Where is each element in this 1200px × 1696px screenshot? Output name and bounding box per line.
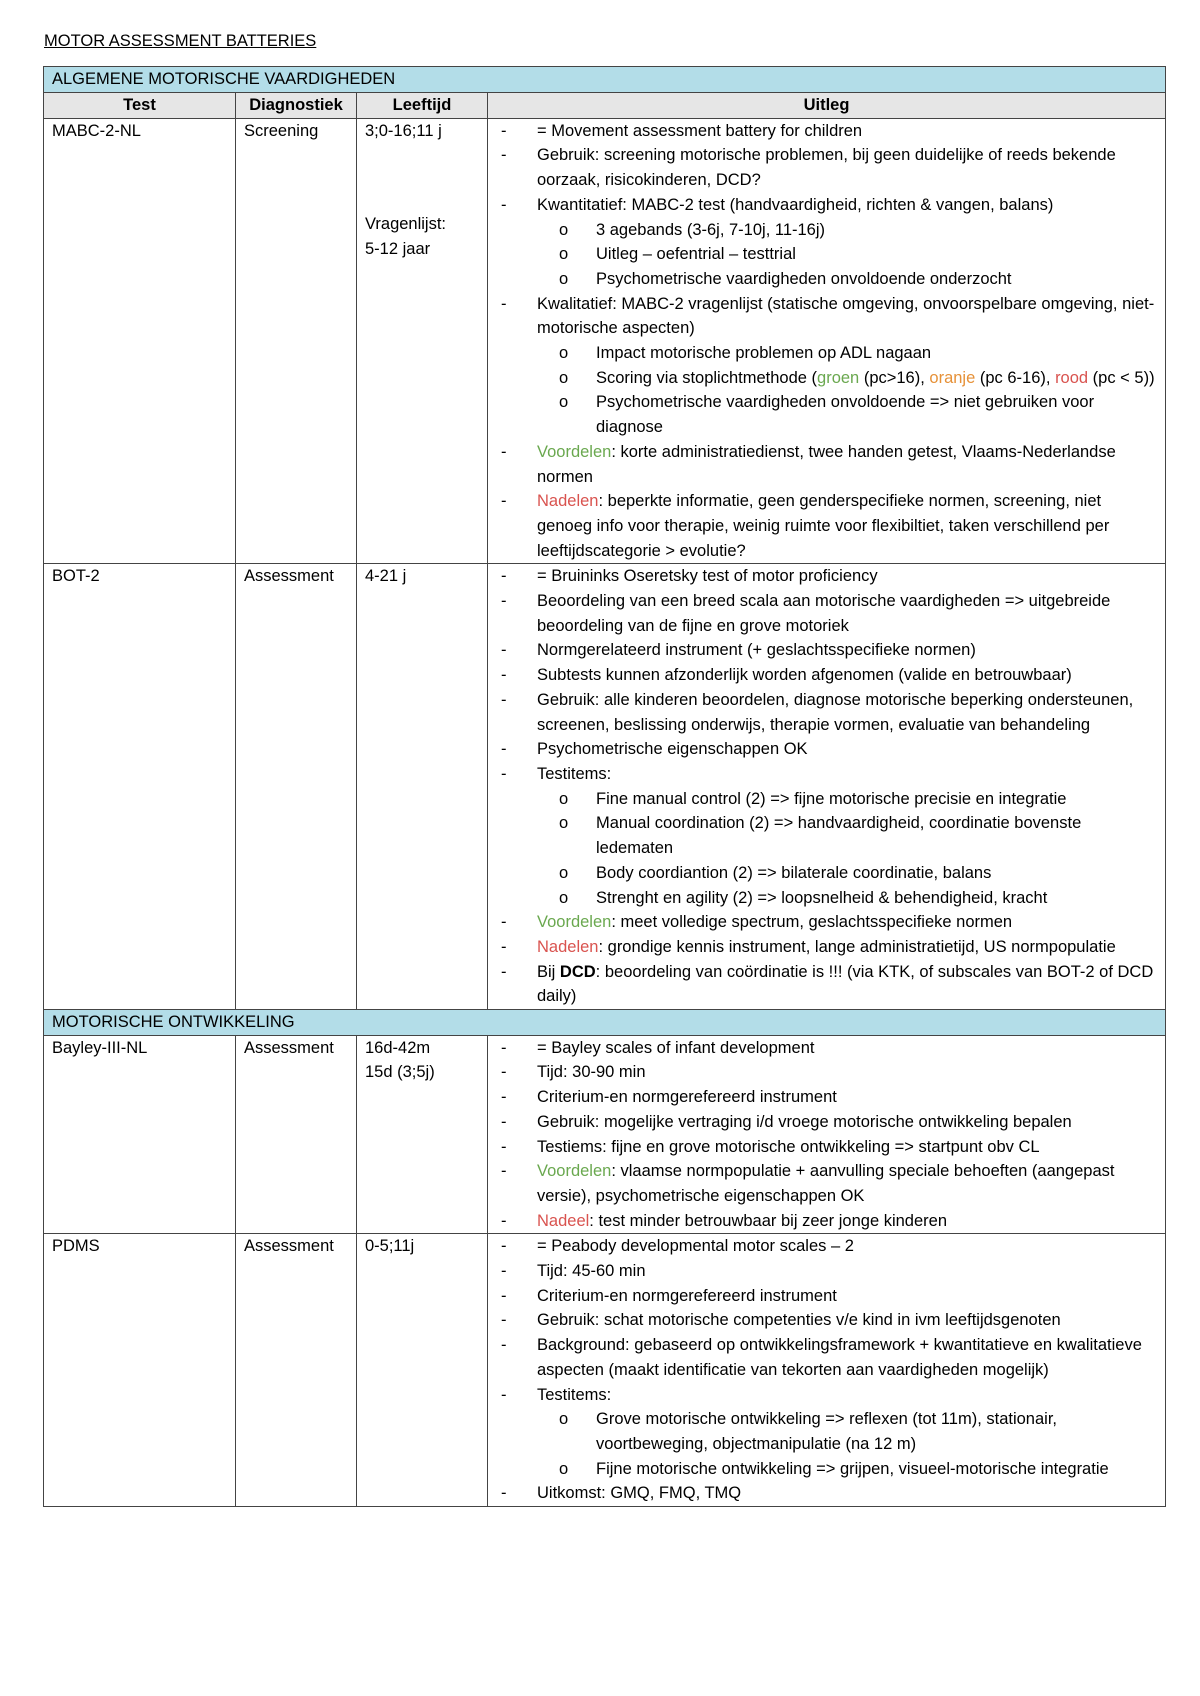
dash-bullet-icon: - bbox=[501, 1385, 507, 1404]
text-run: DCD bbox=[559, 962, 596, 981]
list-item bbox=[496, 1209, 1157, 1234]
text-run: Uitleg – oefentrial – testtrial bbox=[596, 245, 796, 264]
text-run: : test minder betrouwbaar bij zeer jonge kinderen bbox=[589, 1211, 947, 1230]
list-item-text bbox=[537, 1311, 1061, 1329]
leeftijd-value bbox=[357, 564, 488, 1010]
section-row bbox=[44, 1010, 1166, 1036]
list-item bbox=[496, 1085, 1157, 1110]
text-run: Strenght en agility (2) => loopsnelheid & behendigheid, kracht bbox=[596, 888, 1048, 907]
list-item-text bbox=[537, 1237, 854, 1255]
sub-list-item bbox=[537, 218, 1157, 243]
table-row bbox=[44, 1035, 1166, 1234]
test-name: BOT-2 bbox=[44, 564, 236, 1010]
dash-bullet-icon: - bbox=[501, 567, 507, 586]
sub-list-item bbox=[537, 267, 1157, 292]
diagnostiek-value: Assessment bbox=[236, 564, 357, 1010]
list-item-text bbox=[537, 1262, 646, 1280]
column-header-leeftijd: Leeftijd bbox=[357, 92, 488, 118]
dash-bullet-icon: - bbox=[501, 492, 507, 511]
text-run: Gebruik: alle kinderen beoordelen, diagnose motorische beperking ondersteunen, screenen, beslissing onderwijs, therapie vormen, evaluatie van behandeling bbox=[537, 690, 1134, 734]
dash-bullet-icon: - bbox=[501, 1237, 507, 1256]
text-run: Kwalitatief: MABC-2 vragenlijst (statische omgeving, onvoorspelbare omgeving, niet-motorische aspecten) bbox=[537, 294, 1155, 338]
list-item bbox=[496, 193, 1157, 292]
text-run: oranje bbox=[929, 368, 976, 387]
text-run: Tijd: 45-60 min bbox=[537, 1262, 646, 1281]
circle-bullet-icon: o bbox=[559, 1410, 569, 1429]
sub-list-item bbox=[537, 1457, 1157, 1482]
dash-bullet-icon: - bbox=[501, 121, 507, 140]
text-run: Impact motorische problemen op ADL nagaan bbox=[596, 344, 932, 363]
bullet-list bbox=[496, 564, 1157, 1009]
text-run: Body coordiantion (2) => bilaterale coordinatie, balans bbox=[596, 863, 992, 882]
uitleg-cell bbox=[488, 564, 1166, 1010]
list-item-text bbox=[537, 938, 1116, 956]
leeftijd-value bbox=[357, 1234, 488, 1507]
list-item-text bbox=[537, 196, 1053, 214]
text-run: : korte administratiedienst, twee handen getest, Vlaams-Nederlandse normen bbox=[537, 442, 1116, 486]
text-run: Psychometrische vaardigheden onvoldoende => niet gebruiken voor diagnose bbox=[596, 393, 1095, 437]
text-run: 3 agebands (3-6j, 7-10j, 11-16j) bbox=[596, 220, 826, 239]
dash-bullet-icon: - bbox=[501, 1162, 507, 1181]
dash-bullet-icon: - bbox=[501, 1262, 507, 1281]
sub-list-item bbox=[537, 390, 1157, 439]
sub-list-item-text bbox=[596, 1410, 1057, 1453]
list-item bbox=[496, 143, 1157, 192]
diagnostiek-value: Assessment bbox=[236, 1035, 357, 1234]
uitleg-cell bbox=[488, 1234, 1166, 1507]
text-run: Fine manual control (2) => fijne motorische precisie en integratie bbox=[596, 789, 1067, 808]
list-item-text bbox=[537, 1113, 1072, 1131]
list-item bbox=[496, 960, 1157, 1009]
sub-list-item-text bbox=[596, 344, 931, 362]
dash-bullet-icon: - bbox=[501, 1484, 507, 1503]
dash-bullet-icon: - bbox=[501, 294, 507, 313]
sub-list-item-text bbox=[596, 221, 825, 239]
text-run: = Bruininks Oseretsky test of motor proficiency bbox=[537, 567, 878, 586]
text-run: Testitems: bbox=[537, 1385, 612, 1404]
text-run: Nadeel bbox=[537, 1211, 590, 1230]
dash-bullet-icon: - bbox=[501, 592, 507, 611]
column-header-diagnostiek: Diagnostiek bbox=[236, 92, 357, 118]
list-item bbox=[496, 663, 1157, 688]
sub-list-item bbox=[537, 787, 1157, 812]
text-run: = Movement assessment battery for children bbox=[537, 121, 863, 140]
list-item bbox=[496, 440, 1157, 489]
dash-bullet-icon: - bbox=[501, 1211, 507, 1230]
text-run: groen bbox=[817, 368, 860, 387]
text-run: rood bbox=[1055, 368, 1089, 387]
uitleg-cell bbox=[488, 1035, 1166, 1234]
age-line: 15d (3;5j) bbox=[365, 1063, 435, 1082]
dash-bullet-icon: - bbox=[501, 442, 507, 461]
list-item-text bbox=[537, 641, 976, 659]
sub-list-item-text bbox=[596, 864, 991, 882]
list-item bbox=[496, 737, 1157, 762]
circle-bullet-icon: o bbox=[559, 393, 569, 412]
diagnostiek-value: Assessment bbox=[236, 1234, 357, 1507]
circle-bullet-icon: o bbox=[559, 863, 569, 882]
circle-bullet-icon: o bbox=[559, 245, 569, 264]
sub-list-item bbox=[537, 861, 1157, 886]
text-run: Psychometrische eigenschappen OK bbox=[537, 740, 808, 759]
sub-bullet-list bbox=[537, 787, 1157, 911]
dash-bullet-icon: - bbox=[501, 690, 507, 709]
list-item-text bbox=[537, 1386, 611, 1404]
list-item bbox=[496, 489, 1157, 563]
list-item bbox=[496, 1036, 1157, 1061]
list-item-text bbox=[537, 1484, 741, 1502]
section-title: ALGEMENE MOTORISCHE VAARDIGHEDEN bbox=[44, 67, 1166, 93]
age-extra-line: Vragenlijst: bbox=[365, 215, 447, 234]
text-run: Fijne motorische ontwikkeling => grijpen, visueel-motorische integratie bbox=[596, 1459, 1109, 1478]
section-row bbox=[44, 67, 1166, 93]
test-name: Bayley-III-NL bbox=[44, 1035, 236, 1234]
list-item bbox=[496, 119, 1157, 144]
circle-bullet-icon: o bbox=[559, 220, 569, 239]
list-item bbox=[496, 910, 1157, 935]
text-run: Voordelen bbox=[537, 442, 612, 461]
sub-list-item-text bbox=[596, 369, 1155, 387]
circle-bullet-icon: o bbox=[559, 789, 569, 808]
sub-list-item-text bbox=[596, 393, 1094, 436]
assessment-table bbox=[43, 66, 1166, 1507]
bullet-list bbox=[496, 119, 1157, 564]
list-item bbox=[496, 688, 1157, 737]
bullet-list bbox=[496, 1234, 1157, 1506]
dash-bullet-icon: - bbox=[501, 962, 507, 981]
dash-bullet-icon: - bbox=[501, 1112, 507, 1131]
dash-bullet-icon: - bbox=[501, 913, 507, 932]
dash-bullet-icon: - bbox=[501, 195, 507, 214]
text-run: Kwantitatief: MABC-2 test (handvaardigheid, richten & vangen, balans) bbox=[537, 195, 1054, 214]
text-run: : vlaamse normpopulatie + aanvulling speciale behoeften (aangepast versie), psychometrische eigenschappen OK bbox=[537, 1162, 1115, 1205]
dash-bullet-icon: - bbox=[501, 937, 507, 956]
text-run: Criterium-en normgerefereerd instrument bbox=[537, 1286, 837, 1305]
text-run: Gebruik: mogelijke vertraging i/d vroege motorische ontwikkeling bepalen bbox=[537, 1112, 1072, 1131]
sub-list-item-text bbox=[596, 270, 1012, 288]
list-item bbox=[496, 589, 1157, 638]
leeftijd-value bbox=[357, 118, 488, 564]
text-run: Tijd: 30-90 min bbox=[537, 1063, 646, 1082]
list-item-text bbox=[537, 122, 862, 140]
age-line: 3;0-16;11 j bbox=[365, 121, 442, 140]
list-item bbox=[496, 1481, 1157, 1506]
list-item bbox=[496, 1159, 1157, 1208]
sub-bullet-list bbox=[537, 218, 1157, 292]
list-item bbox=[496, 638, 1157, 663]
list-item bbox=[496, 1234, 1157, 1259]
list-item-text bbox=[537, 740, 808, 758]
dash-bullet-icon: - bbox=[501, 1063, 507, 1082]
list-item-text bbox=[537, 1212, 947, 1230]
table-row bbox=[44, 118, 1166, 564]
dash-bullet-icon: - bbox=[501, 1311, 507, 1330]
dash-bullet-icon: - bbox=[501, 1137, 507, 1156]
text-run: (pc 6-16), bbox=[975, 368, 1056, 387]
text-run: (pc>16), bbox=[859, 368, 930, 387]
text-run: Scoring via stoplichtmethode ( bbox=[596, 368, 818, 387]
dash-bullet-icon: - bbox=[501, 1088, 507, 1107]
list-item bbox=[496, 292, 1157, 440]
table-row bbox=[44, 564, 1166, 1010]
text-run: Psychometrische vaardigheden onvoldoende onderzocht bbox=[596, 269, 1012, 288]
list-item-text bbox=[537, 913, 1012, 931]
table-row bbox=[44, 1234, 1166, 1507]
document-title: MOTOR ASSESSMENT BATTERIES bbox=[44, 32, 317, 50]
sub-list-item bbox=[537, 242, 1157, 267]
list-item-text bbox=[537, 492, 1109, 559]
dash-bullet-icon: - bbox=[501, 740, 507, 759]
text-run: Voordelen bbox=[537, 1162, 612, 1181]
text-run: : meet volledige spectrum, geslachtsspecifieke normen bbox=[611, 913, 1013, 932]
circle-bullet-icon: o bbox=[559, 1459, 569, 1478]
dash-bullet-icon: - bbox=[501, 1336, 507, 1355]
text-run: Testitems: bbox=[537, 764, 612, 783]
section-title: MOTORISCHE ONTWIKKELING bbox=[44, 1010, 1166, 1036]
age-line: 4-21 j bbox=[365, 567, 407, 586]
list-item-text bbox=[537, 1138, 1040, 1156]
list-item bbox=[496, 1060, 1157, 1085]
sub-list-item bbox=[537, 886, 1157, 911]
text-run: Manual coordination (2) => handvaardigheid, coordinatie bovenste ledematen bbox=[596, 814, 1082, 858]
list-item bbox=[496, 1110, 1157, 1135]
circle-bullet-icon: o bbox=[559, 269, 569, 288]
list-item-text bbox=[537, 666, 1072, 684]
list-item bbox=[496, 564, 1157, 589]
diagnostiek-value: Screening bbox=[236, 118, 357, 564]
text-run: Grove motorische ontwikkeling => reflexen (tot 11m), stationair, voortbeweging, objectmanipulatie (na 12 m) bbox=[596, 1410, 1057, 1453]
text-run: Beoordeling van een breed scala aan motorische vaardigheden => uitgebreide beoordeling van de fijne en grove motoriek bbox=[537, 592, 1111, 635]
sub-list-item bbox=[537, 341, 1157, 366]
list-item bbox=[496, 762, 1157, 910]
age-line: 16d-42m bbox=[365, 1038, 431, 1057]
age-extra bbox=[365, 212, 479, 261]
dash-bullet-icon: - bbox=[501, 641, 507, 660]
dash-bullet-icon: - bbox=[501, 666, 507, 685]
list-item-text bbox=[537, 146, 1116, 189]
text-run: : beoordeling van coördinatie is !!! (via KTK, of subscales van BOT-2 of DCD daily) bbox=[537, 962, 1154, 1006]
text-run: Voordelen bbox=[537, 913, 612, 932]
column-header-uitleg: Uitleg bbox=[488, 92, 1166, 118]
text-run: Uitkomst: GMQ, FMQ, TMQ bbox=[537, 1484, 742, 1503]
dash-bullet-icon: - bbox=[501, 1286, 507, 1305]
dash-bullet-icon: - bbox=[501, 764, 507, 783]
text-run: Nadelen bbox=[537, 937, 599, 956]
dash-bullet-icon: - bbox=[501, 1038, 507, 1057]
leeftijd-value bbox=[357, 1035, 488, 1234]
list-item-text bbox=[537, 1287, 837, 1305]
list-item bbox=[496, 1259, 1157, 1284]
age-extra-line: 5-12 jaar bbox=[365, 240, 431, 259]
sub-list-item bbox=[537, 811, 1157, 860]
text-run: Testiems: fijne en grove motorische ontwikkeling => startpunt obv CL bbox=[537, 1137, 1040, 1156]
list-item bbox=[496, 1333, 1157, 1382]
dash-bullet-icon: - bbox=[501, 146, 507, 165]
list-item-text bbox=[537, 1039, 814, 1057]
sub-bullet-list bbox=[537, 341, 1157, 440]
text-run: = Peabody developmental motor scales – 2 bbox=[537, 1237, 854, 1256]
text-run: : beperkte informatie, geen genderspecifieke normen, screening, niet genoeg info voor therapie, weinig ruimte voor flexibiltiet, taken verschillend per leeftijdscategorie > evolutie? bbox=[537, 492, 1110, 560]
text-run: : grondige kennis instrument, lange administratietijd, US normpopulatie bbox=[598, 937, 1116, 956]
list-item-text bbox=[537, 1336, 1142, 1379]
sub-list-item-text bbox=[596, 790, 1066, 808]
list-item-text bbox=[537, 295, 1154, 338]
test-name: PDMS bbox=[44, 1234, 236, 1507]
circle-bullet-icon: o bbox=[559, 814, 569, 833]
list-item-text bbox=[537, 1063, 646, 1081]
list-item-text bbox=[537, 1162, 1114, 1205]
bullet-list bbox=[496, 1036, 1157, 1234]
sub-bullet-list bbox=[537, 1407, 1157, 1481]
text-run: Gebruik: screening motorische problemen, bij geen duidelijke of reeds bekende oorzaak, risicokinderen, DCD? bbox=[537, 146, 1116, 190]
text-run: Subtests kunnen afzonderlijk worden afgenomen (valide en betrouwbaar) bbox=[537, 666, 1072, 685]
text-run: Bij bbox=[537, 962, 560, 981]
list-item bbox=[496, 1284, 1157, 1309]
sub-list-item-text bbox=[596, 814, 1081, 857]
sub-list-item bbox=[537, 366, 1157, 391]
list-item-text bbox=[537, 765, 611, 783]
list-item-text bbox=[537, 963, 1153, 1006]
list-item-text bbox=[537, 1088, 837, 1106]
text-run: Normgerelateerd instrument (+ geslachtsspecifieke normen) bbox=[537, 641, 976, 660]
list-item bbox=[496, 935, 1157, 960]
list-item-text bbox=[537, 567, 878, 585]
text-run: = Bayley scales of infant development bbox=[537, 1038, 815, 1057]
list-item bbox=[496, 1135, 1157, 1160]
sub-list-item-text bbox=[596, 889, 1047, 907]
sub-list-item-text bbox=[596, 1460, 1109, 1478]
column-header-test: Test bbox=[44, 92, 236, 118]
circle-bullet-icon: o bbox=[559, 344, 569, 363]
list-item bbox=[496, 1308, 1157, 1333]
test-name: MABC-2-NL bbox=[44, 118, 236, 564]
uitleg-cell bbox=[488, 118, 1166, 564]
circle-bullet-icon: o bbox=[559, 368, 569, 387]
sub-list-item bbox=[537, 1407, 1157, 1456]
header-row bbox=[44, 92, 1166, 118]
list-item-text bbox=[537, 592, 1110, 635]
text-run: Nadelen bbox=[537, 492, 599, 511]
list-item bbox=[496, 1383, 1157, 1482]
text-run: Gebruik: schat motorische competenties v/e kind in ivm leeftijdsgenoten bbox=[537, 1311, 1061, 1330]
text-run: Criterium-en normgerefereerd instrument bbox=[537, 1088, 837, 1107]
text-run: (pc < 5)) bbox=[1088, 368, 1155, 387]
list-item-text bbox=[537, 691, 1133, 734]
circle-bullet-icon: o bbox=[559, 888, 569, 907]
list-item-text bbox=[537, 443, 1116, 486]
sub-list-item-text bbox=[596, 245, 796, 263]
age-line: 0-5;11j bbox=[365, 1237, 415, 1256]
text-run: Background: gebaseerd op ontwikkelingsframework + kwantitatieve en kwalitatieve aspecten (maakt identificatie van tekorten aan vaardigheden mogelijk) bbox=[537, 1336, 1142, 1379]
